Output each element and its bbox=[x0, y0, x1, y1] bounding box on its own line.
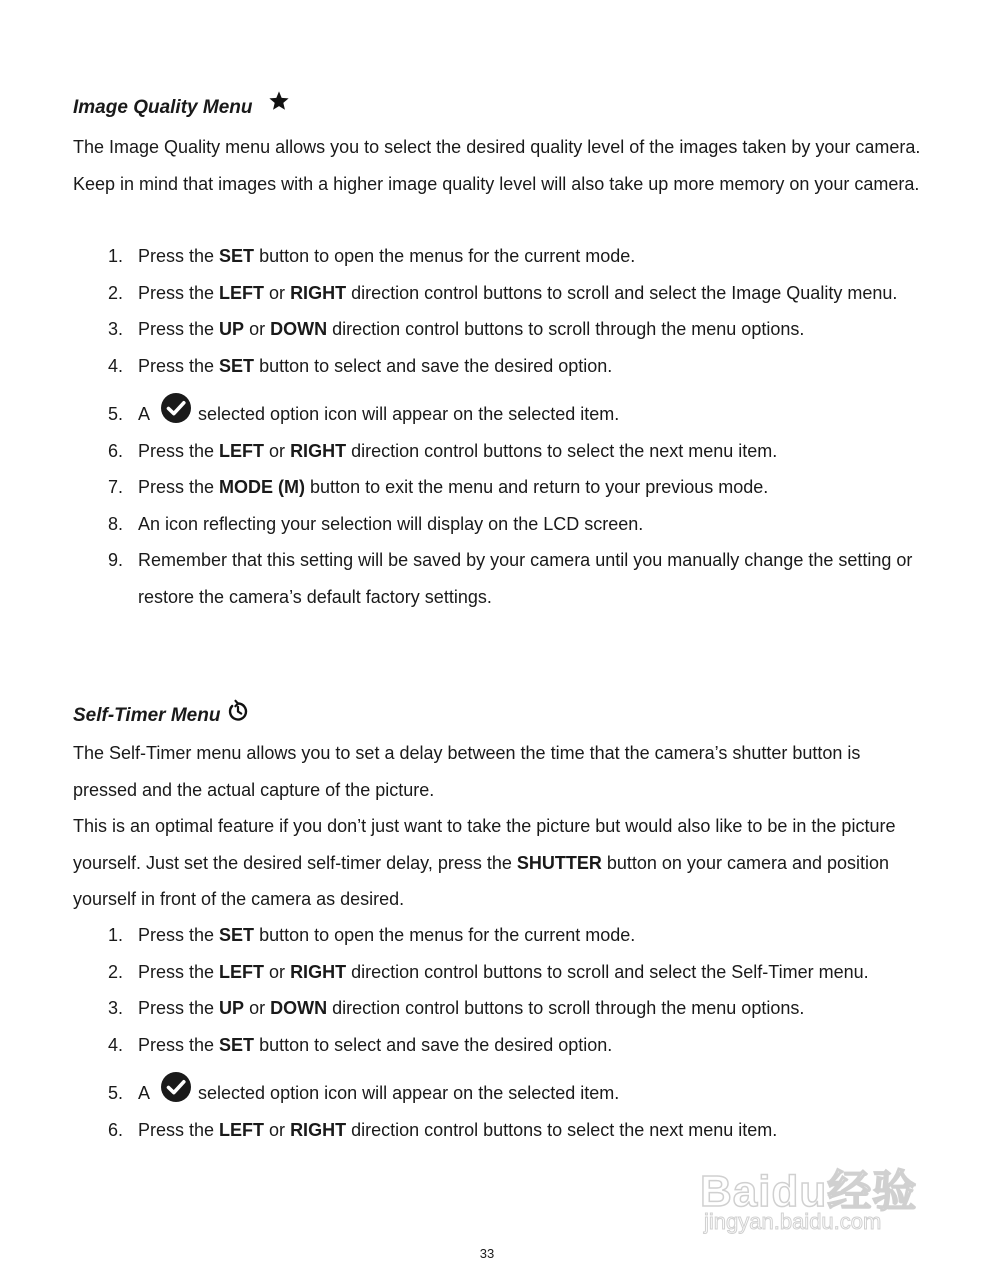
list-item bbox=[0, 384, 918, 433]
step-number: 6. bbox=[108, 1119, 124, 1140]
step-number: 9. bbox=[108, 550, 124, 570]
checkmark-icon bbox=[160, 392, 192, 424]
step-number: 1. bbox=[108, 246, 124, 266]
step-text: This is an optimal feature if you don’t just want to take the picture but would also like to be in the picture yourself. Just set the desired self-timer delay, press the bbox=[73, 816, 896, 873]
self-timer-icon bbox=[226, 699, 250, 723]
list-item bbox=[0, 990, 918, 1027]
bold-term: SHUTTER bbox=[516, 852, 602, 873]
step-number: 1. bbox=[108, 925, 124, 945]
step-text: A bbox=[138, 1083, 151, 1103]
step-text: button to select and save the desired option. bbox=[254, 1034, 613, 1055]
step-text: Press the bbox=[138, 440, 220, 461]
step-number: 2. bbox=[108, 282, 124, 303]
step-number: 5. bbox=[108, 1083, 124, 1103]
steps-list-self-timer bbox=[0, 917, 989, 1148]
step-text: or bbox=[264, 282, 291, 303]
step-number: 6. bbox=[108, 440, 124, 461]
bold-term: UP bbox=[219, 998, 245, 1018]
step-number: 4. bbox=[108, 355, 124, 376]
step-text: Press the bbox=[138, 998, 220, 1018]
bold-term: MODE (M) bbox=[219, 477, 306, 497]
step-number: 5. bbox=[108, 404, 124, 424]
section-intro-self-timer: The Self-Timer menu allows you to set a delay between the time that the camera’s shutter button is pressed and the actual capture of the picture. bbox=[73, 743, 861, 800]
step-number: 8. bbox=[108, 513, 124, 534]
step-text: button to open the menus for the current mode. bbox=[254, 925, 636, 945]
step-text: Press the bbox=[138, 282, 220, 303]
step-text: or bbox=[244, 998, 271, 1018]
section-intro2-self-timer bbox=[73, 808, 923, 918]
bold-term: LEFT bbox=[219, 440, 265, 461]
step-text: button to exit the menu and return to your previous mode. bbox=[305, 477, 769, 497]
step-text: or bbox=[264, 1119, 291, 1140]
step-text: direction control buttons to select the next menu item. bbox=[346, 440, 778, 461]
step-text: Press the bbox=[138, 961, 220, 982]
step-text: direction control buttons to scroll through the menu options. bbox=[327, 998, 805, 1018]
step-number: 7. bbox=[108, 477, 124, 497]
list-item bbox=[0, 433, 918, 470]
bold-term: SET bbox=[219, 1034, 255, 1055]
step-text: or bbox=[264, 961, 291, 982]
step-text: Press the bbox=[138, 477, 220, 497]
step-text: An icon reflecting your selection will display on the LCD screen. bbox=[138, 513, 644, 534]
section-title-self-timer bbox=[73, 704, 250, 728]
step-text: Press the bbox=[138, 1034, 220, 1055]
list-item bbox=[0, 542, 918, 615]
bold-term: SET bbox=[219, 925, 255, 945]
step-text: A bbox=[138, 404, 151, 424]
baidu-watermark bbox=[700, 1125, 940, 1245]
list-item bbox=[0, 506, 918, 543]
bold-term: DOWN bbox=[270, 998, 328, 1018]
list-item bbox=[0, 275, 918, 312]
list-item bbox=[0, 1063, 918, 1112]
list-item bbox=[0, 1027, 918, 1064]
step-text: button to select and save the desired option. bbox=[254, 355, 613, 376]
bold-term: RIGHT bbox=[290, 282, 347, 303]
bold-term: RIGHT bbox=[290, 1119, 347, 1140]
step-text: selected option icon will appear on the selected item. bbox=[198, 1083, 620, 1103]
step-text: button on your camera and position yourself in front of the camera as desired. bbox=[73, 852, 890, 909]
step-text: Remember that this setting will be saved by your camera until you manually change the setting or restore the camera’s default factory settings. bbox=[138, 550, 913, 607]
list-item bbox=[0, 348, 918, 385]
step-text: Press the bbox=[138, 925, 220, 945]
star-icon bbox=[268, 90, 290, 112]
step-text: direction control buttons to select the next menu item. bbox=[346, 1119, 778, 1140]
step-number: 4. bbox=[108, 1034, 124, 1055]
bold-term: DOWN bbox=[270, 319, 328, 339]
step-text: Press the bbox=[138, 355, 220, 376]
step-text: Press the bbox=[138, 246, 220, 266]
watermark-brand: Baidu经验 bbox=[700, 1167, 918, 1216]
step-text: Press the bbox=[138, 1119, 220, 1140]
step-text: direction control buttons to scroll through the menu options. bbox=[327, 319, 805, 339]
step-number: 3. bbox=[108, 319, 124, 339]
page-number: 33 bbox=[479, 1246, 495, 1261]
section-title-image-quality bbox=[73, 96, 290, 120]
steps-list-image-quality bbox=[0, 238, 989, 615]
list-item bbox=[0, 311, 918, 348]
list-item bbox=[0, 469, 918, 506]
list-item bbox=[0, 917, 918, 954]
section-title-text: Image Quality Menu bbox=[73, 97, 253, 118]
step-text: Press the bbox=[138, 319, 220, 339]
bold-term: UP bbox=[219, 319, 245, 339]
bold-term: LEFT bbox=[219, 961, 265, 982]
step-text: or bbox=[244, 319, 271, 339]
watermark-url: jingyan.baidu.com bbox=[704, 1209, 882, 1234]
list-item bbox=[0, 238, 918, 275]
step-number: 2. bbox=[108, 961, 124, 982]
bold-term: RIGHT bbox=[290, 440, 347, 461]
checkmark-icon bbox=[160, 1071, 192, 1103]
step-text: button to open the menus for the current mode. bbox=[254, 246, 636, 266]
list-item bbox=[0, 954, 918, 991]
step-number: 3. bbox=[108, 998, 124, 1018]
section-title-text: Self-Timer Menu bbox=[73, 705, 221, 726]
step-text: direction control buttons to scroll and select the Image Quality menu. bbox=[346, 282, 898, 303]
bold-term: SET bbox=[219, 355, 255, 376]
bold-term: SET bbox=[219, 246, 255, 266]
bold-term: LEFT bbox=[219, 282, 265, 303]
step-text: or bbox=[264, 440, 291, 461]
bold-term: LEFT bbox=[219, 1119, 265, 1140]
step-text: selected option icon will appear on the selected item. bbox=[198, 404, 620, 424]
section-intro-image-quality: The Image Quality menu allows you to select the desired quality level of the images taken by your camera. Keep in mind that images with a higher image quality level will also take up more memory on your camera. bbox=[73, 137, 921, 194]
step-text: direction control buttons to scroll and select the Self-Timer menu. bbox=[346, 961, 869, 982]
bold-term: RIGHT bbox=[290, 961, 347, 982]
